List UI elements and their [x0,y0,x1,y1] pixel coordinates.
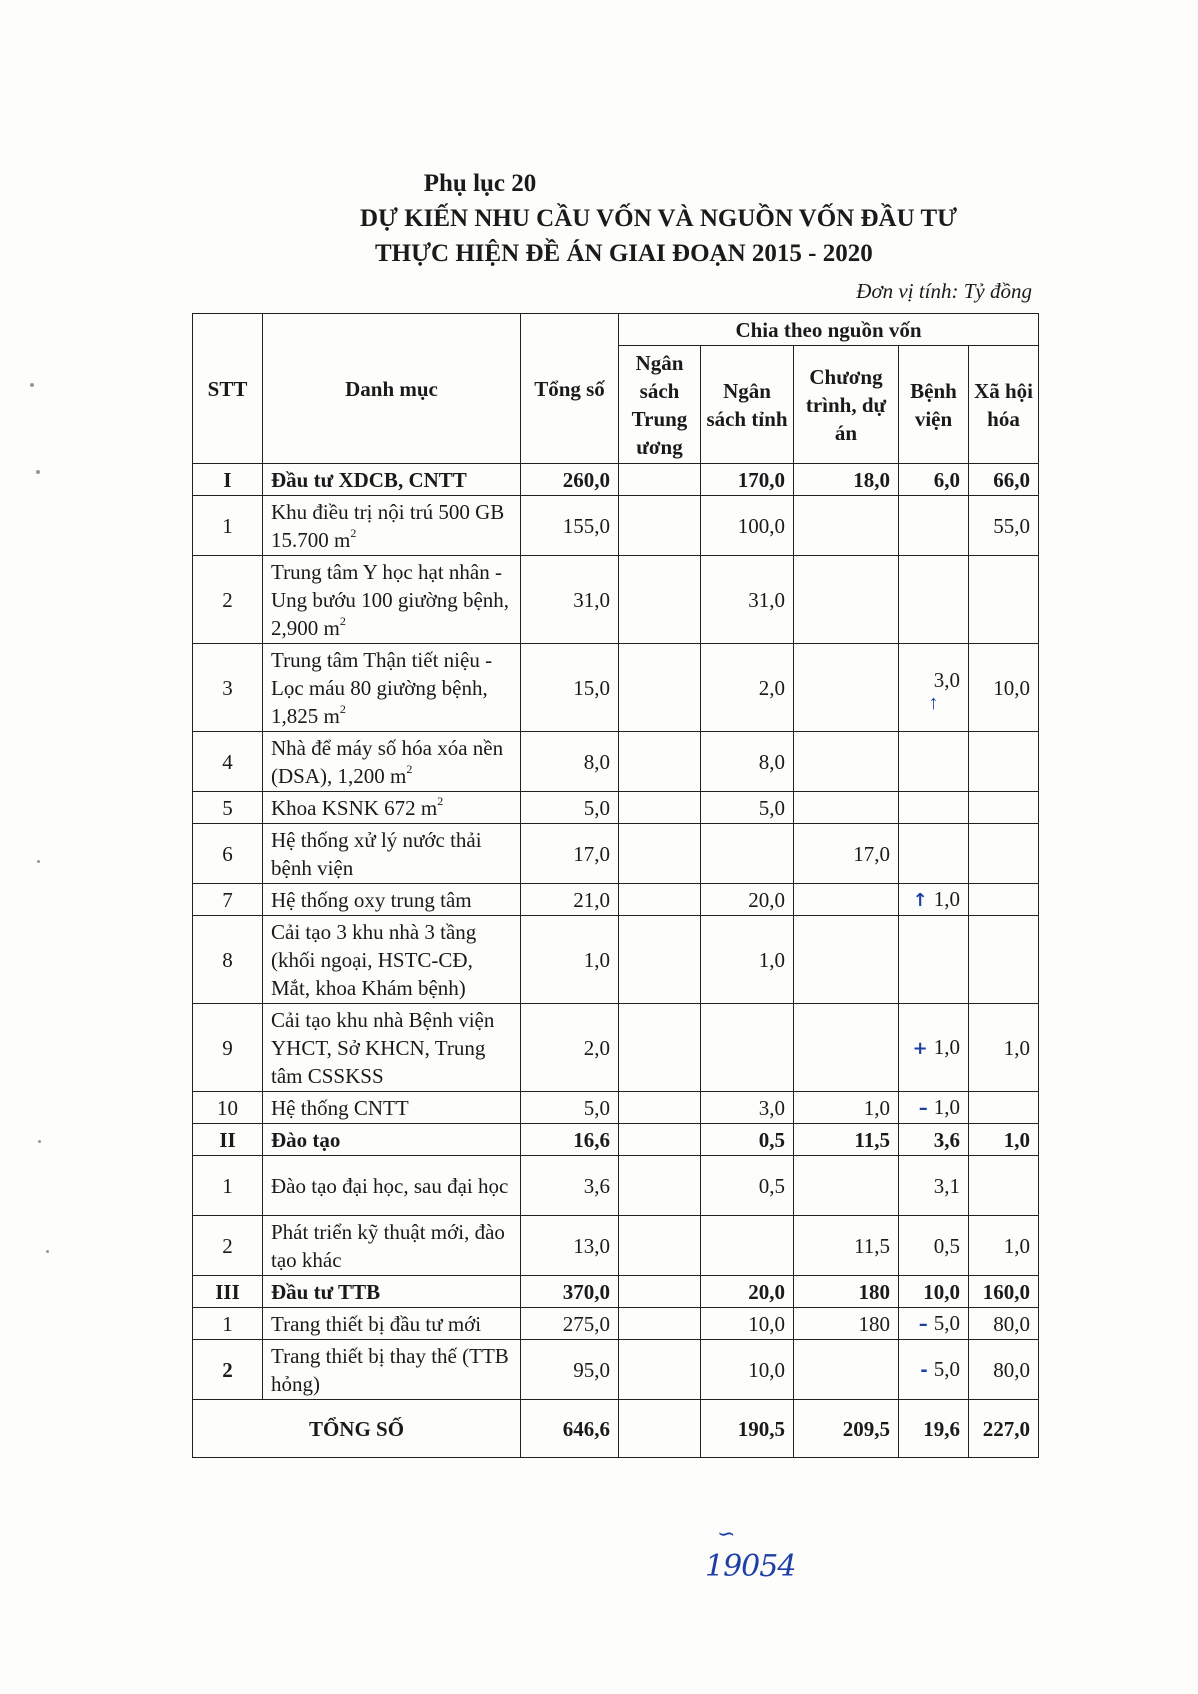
row-name-text: Cải tạo 3 khu nhà 3 tầng (khối ngoại, HSTC-CĐ, Mắt, khoa Khám bệnh) [271,919,477,1000]
pen-mark-icon: - [920,1359,928,1381]
row-stt [193,884,263,916]
row-hospital-text: 3,0 [933,667,960,692]
grand-total-socialization: 227,0 [969,1400,1039,1458]
row-name-text: Hệ thống xử lý nước thải bệnh viện [271,827,482,880]
scan-speck [36,470,40,474]
row-programs [794,1216,899,1276]
section-row [193,1124,1039,1156]
row-stt-text: 3 [222,675,233,700]
row-stt [193,1156,263,1216]
row-hospital-text: 5,0 [933,1356,960,1381]
row-total [521,464,619,496]
table-row [193,824,1039,884]
row-stt [193,1340,263,1400]
table-row [193,884,1039,916]
handwritten-number: 19054 [705,1549,796,1584]
row-hospital [899,1124,969,1156]
row-hospital [899,916,969,1004]
row-central-budget [619,1004,701,1092]
document-title-line2: THỰC HIỆN ĐỀ ÁN GIAI ĐOẠN 2015 - 2020 [375,240,873,267]
table-row [193,1340,1039,1400]
row-provincial-budget-text: 0,5 [758,1127,785,1152]
appendix-label: Phụ lục 20 [423,170,537,197]
row-total [521,884,619,916]
table-row [193,916,1039,1004]
row-total-text: 16,6 [573,1127,610,1152]
row-socialization [969,1216,1039,1276]
row-socialization [969,1092,1039,1124]
row-programs [794,732,899,792]
header-stt: STT [193,314,263,464]
grand-total-hospital: 19,6 [899,1400,969,1458]
row-socialization-text: 80,0 [993,1357,1031,1382]
row-provincial-budget [701,824,794,884]
row-name [263,884,521,916]
row-name-text: Cải tạo khu nhà Bệnh viện YHCT, Sở KHCN, Trung tâm CSSKSS [271,1007,495,1088]
row-programs-text: 11,5 [854,1233,890,1258]
row-provincial-budget [701,556,794,644]
row-socialization [969,464,1039,496]
row-provincial-budget-text: 2,0 [758,675,785,700]
grand-total-central [619,1400,701,1458]
row-hospital [899,1308,969,1340]
table-row [193,1308,1039,1340]
row-total-text: 17,0 [573,841,610,866]
row-hospital [899,884,969,916]
row-total-text: 370,0 [562,1279,610,1304]
row-total [521,732,619,792]
row-provincial-budget [701,1276,794,1308]
row-stt [193,1092,263,1124]
row-name [263,792,521,824]
row-central-budget [619,1216,701,1276]
row-provincial-budget-text: 31,0 [748,587,785,612]
row-socialization [969,1156,1039,1216]
row-hospital [899,1092,969,1124]
row-provincial-budget-text: 3,0 [758,1095,785,1120]
row-provincial-budget [701,1092,794,1124]
row-hospital [899,792,969,824]
row-programs [794,1156,899,1216]
row-stt-text: 9 [222,1035,233,1060]
row-hospital-text: 0,5 [933,1233,960,1258]
row-socialization-text: 1,0 [1003,1127,1031,1152]
pen-mark-icon: ↑ [912,889,928,911]
row-programs [794,496,899,556]
grand-total-value: 646,6 [521,1400,619,1458]
row-name [263,1276,521,1308]
row-name-text: Khoa KSNK 672 m [271,795,438,820]
row-provincial-budget [701,644,794,732]
row-programs-text: 180 [858,1311,890,1336]
row-total-text: 1,0 [583,947,610,972]
row-programs-text: 18,0 [853,467,890,492]
row-hospital [899,1156,969,1216]
row-total-text: 31,0 [573,587,610,612]
row-socialization [969,916,1039,1004]
pen-mark-icon: – [918,1097,928,1119]
row-central-budget [619,1308,701,1340]
row-name-text: Đào tạo đại học, sau đại học [271,1173,509,1198]
row-programs-text: 180 [858,1279,890,1304]
row-provincial-budget [701,792,794,824]
row-stt-text: 2 [222,1233,233,1258]
table-row [193,1092,1039,1124]
row-programs [794,884,899,916]
row-name [263,916,521,1004]
row-total [521,1156,619,1216]
grand-total-label: TỔNG SỐ [193,1400,521,1458]
row-name-text: Hệ thống oxy trung tâm [271,887,472,912]
row-stt-text: 8 [222,947,233,972]
superscript: 2 [406,761,413,776]
row-socialization-text: 10,0 [993,675,1031,700]
row-name-text: Trang thiết bị đầu tư mới [271,1311,482,1336]
row-stt-text: 7 [222,887,233,912]
row-programs [794,1276,899,1308]
row-hospital [899,1216,969,1276]
scan-speck [46,1250,49,1253]
row-programs [794,792,899,824]
header-provincial-budget: Ngân sách tỉnh [701,346,794,464]
row-central-budget [619,1124,701,1156]
section-row [193,1276,1039,1308]
row-programs-text: 11,5 [854,1127,890,1152]
row-hospital [899,824,969,884]
row-stt-text: III [215,1279,240,1304]
grand-total-provincial: 190,5 [701,1400,794,1458]
superscript: 2 [339,613,346,628]
row-socialization-text: 66,0 [993,467,1031,492]
row-total [521,1124,619,1156]
row-name [263,824,521,884]
row-hospital [899,496,969,556]
row-hospital [899,1276,969,1308]
row-name [263,1216,521,1276]
row-programs-text: 17,0 [853,841,890,866]
row-hospital-text: 1,0 [933,886,960,911]
row-programs [794,556,899,644]
pen-mark-icon: + [912,1037,928,1059]
row-stt [193,496,263,556]
row-stt [193,916,263,1004]
document-title-line1: DỰ KIẾN NHU CẦU VỐN VÀ NGUỒN VỐN ĐẦU TƯ [360,205,958,232]
row-total-text: 8,0 [583,749,610,774]
row-total [521,792,619,824]
row-socialization [969,824,1039,884]
row-central-budget [619,916,701,1004]
grand-total-programs: 209,5 [794,1400,899,1458]
row-total [521,1216,619,1276]
row-provincial-budget [701,496,794,556]
row-hospital-text: 1,0 [933,1034,960,1059]
row-provincial-budget-text: 20,0 [748,1279,785,1304]
row-socialization [969,496,1039,556]
header-programs: Chương trình, dự án [794,346,899,464]
section-row [193,464,1039,496]
row-programs [794,824,899,884]
row-stt [193,1004,263,1092]
row-stt-text: II [219,1127,236,1152]
row-central-budget [619,1092,701,1124]
row-provincial-budget-text: 5,0 [758,795,785,820]
row-total [521,1276,619,1308]
row-stt-text: 1 [222,1311,233,1336]
row-name [263,556,521,644]
row-name-text: Đào tạo [271,1127,341,1152]
row-total-text: 15,0 [573,675,610,700]
header-central-budget: Ngân sách Trung ương [619,346,701,464]
table-row [193,1216,1039,1276]
row-total [521,556,619,644]
row-central-budget [619,732,701,792]
handwritten-annotation [705,1522,796,1584]
row-provincial-budget [701,1340,794,1400]
row-programs [794,644,899,732]
row-name-text: Trung tâm Y học hạt nhân - Ung bướu 100 giường bệnh, 2,900 m [271,559,510,640]
row-hospital [899,644,969,732]
row-name-text: Nhà để máy số hóa xóa nền (DSA), 1,200 m [271,735,504,788]
header-name: Danh mục [263,314,521,464]
row-stt-text: I [223,467,232,492]
row-socialization-text: 55,0 [993,513,1031,538]
row-total-text: 95,0 [573,1357,610,1382]
signature-mark: ∽ [717,1522,736,1547]
row-name [263,732,521,792]
row-socialization [969,732,1039,792]
row-total [521,1308,619,1340]
row-provincial-budget [701,1216,794,1276]
row-stt [193,1276,263,1308]
row-total [521,824,619,884]
table-row [193,732,1039,792]
row-socialization-text: 1,0 [1003,1035,1031,1060]
unit-label: Đơn vị tính: Tỷ đồng [856,279,1032,303]
row-total-text: 5,0 [583,795,610,820]
row-name-text: Hệ thống CNTT [271,1095,409,1120]
row-programs [794,1308,899,1340]
row-stt [193,1308,263,1340]
row-central-budget [619,464,701,496]
row-name-text: Trang thiết bị thay thế (TTB hỏng) [271,1343,509,1396]
row-central-budget [619,884,701,916]
row-stt-text: 1 [222,1173,233,1198]
row-stt [193,792,263,824]
row-total-text: 2,0 [583,1035,610,1060]
row-stt-text: 4 [222,749,233,774]
row-socialization [969,1276,1039,1308]
row-name [263,1124,521,1156]
row-programs [794,464,899,496]
row-stt [193,1124,263,1156]
row-provincial-budget [701,1124,794,1156]
row-socialization [969,644,1039,732]
row-stt [193,824,263,884]
row-name [263,464,521,496]
row-provincial-budget [701,464,794,496]
table-row [193,1004,1039,1092]
row-total [521,496,619,556]
row-provincial-budget-text: 10,0 [748,1357,785,1382]
pen-mark-icon: – [918,1313,928,1335]
row-total [521,916,619,1004]
row-provincial-budget-text: 8,0 [758,749,785,774]
row-central-budget [619,1340,701,1400]
row-name-text: Đầu tư XDCB, CNTT [271,467,467,492]
header-total: Tổng số [521,314,619,464]
row-hospital-text: 3,1 [933,1173,960,1198]
row-hospital [899,556,969,644]
row-socialization [969,1124,1039,1156]
row-total-text: 3,6 [583,1173,610,1198]
row-stt-text: 2 [222,587,233,612]
scan-speck [38,1140,41,1143]
grand-total-row [193,1400,1039,1458]
table-row [193,556,1039,644]
row-name-text: Trung tâm Thận tiết niệu - Lọc máu 80 giường bệnh, 1,825 m [271,647,493,728]
row-programs [794,1004,899,1092]
row-provincial-budget [701,916,794,1004]
row-socialization-text: 160,0 [982,1279,1031,1304]
row-stt [193,556,263,644]
row-name [263,1092,521,1124]
row-hospital [899,1340,969,1400]
header-socialization: Xã hội hóa [969,346,1039,464]
row-provincial-budget [701,1004,794,1092]
row-name-text: Đầu tư TTB [271,1279,381,1304]
row-stt-text: 1 [222,513,233,538]
header-funding-sources: Chia theo nguồn vốn [619,314,1039,346]
row-total [521,644,619,732]
row-stt [193,1216,263,1276]
row-stt-text: 10 [217,1095,238,1120]
row-provincial-budget-text: 10,0 [748,1311,785,1336]
row-programs [794,916,899,1004]
row-programs-text: 1,0 [863,1095,890,1120]
row-total [521,1092,619,1124]
row-stt [193,732,263,792]
pen-mark-icon: ↑ [928,691,939,714]
row-provincial-budget-text: 170,0 [737,467,785,492]
row-provincial-budget-text: 20,0 [748,887,785,912]
row-hospital-text: 6,0 [933,467,960,492]
row-total-text: 5,0 [583,1095,610,1120]
row-name-text: Khu điều trị nội trú 500 GB 15.700 m [271,499,505,552]
row-central-budget [619,644,701,732]
row-central-budget [619,792,701,824]
row-name-text: Phát triển kỹ thuật mới, đào tạo khác [271,1219,505,1272]
row-name [263,1340,521,1400]
row-central-budget [619,1156,701,1216]
row-hospital [899,464,969,496]
row-hospital [899,732,969,792]
row-socialization [969,556,1039,644]
row-central-budget [619,496,701,556]
row-total-text: 155,0 [562,513,610,538]
row-provincial-budget-text: 100,0 [737,513,785,538]
row-hospital-text: 10,0 [923,1279,960,1304]
row-hospital-text: 1,0 [933,1094,960,1119]
row-stt [193,464,263,496]
row-socialization [969,1340,1039,1400]
row-central-budget [619,556,701,644]
header-hospital: Bệnh viện [899,346,969,464]
row-provincial-budget [701,732,794,792]
row-central-budget [619,824,701,884]
row-stt-text: 5 [222,795,233,820]
table-row [193,496,1039,556]
row-name [263,644,521,732]
row-socialization [969,884,1039,916]
table-row [193,1156,1039,1216]
row-hospital-text: 3,6 [933,1127,960,1152]
row-total [521,1004,619,1092]
superscript: 2 [437,793,444,808]
row-total-text: 21,0 [573,887,610,912]
superscript: 2 [350,525,357,540]
superscript: 2 [339,701,346,716]
row-programs [794,1340,899,1400]
row-socialization [969,792,1039,824]
row-socialization [969,1004,1039,1092]
row-stt-text: 2 [222,1357,233,1382]
row-hospital-text: 5,0 [933,1310,960,1335]
row-hospital [899,1004,969,1092]
scan-speck [37,860,40,863]
row-programs [794,1124,899,1156]
row-programs [794,1092,899,1124]
row-total-text: 260,0 [562,467,610,492]
row-stt [193,644,263,732]
table-row [193,644,1039,732]
row-provincial-budget-text: 0,5 [758,1173,785,1198]
row-socialization-text: 80,0 [993,1311,1031,1336]
scan-speck [30,383,34,387]
row-central-budget [619,1276,701,1308]
row-stt-text: 6 [222,841,233,866]
row-provincial-budget [701,1156,794,1216]
row-socialization-text: 1,0 [1003,1233,1031,1258]
row-provincial-budget-text: 1,0 [758,947,785,972]
row-total [521,1340,619,1400]
row-total-text: 275,0 [562,1311,610,1336]
row-provincial-budget [701,884,794,916]
row-total-text: 13,0 [573,1233,610,1258]
row-provincial-budget [701,1308,794,1340]
row-name [263,496,521,556]
row-socialization [969,1308,1039,1340]
row-name [263,1004,521,1092]
table-row [193,792,1039,824]
budget-table [192,313,1039,1458]
row-name [263,1156,521,1216]
row-name [263,1308,521,1340]
